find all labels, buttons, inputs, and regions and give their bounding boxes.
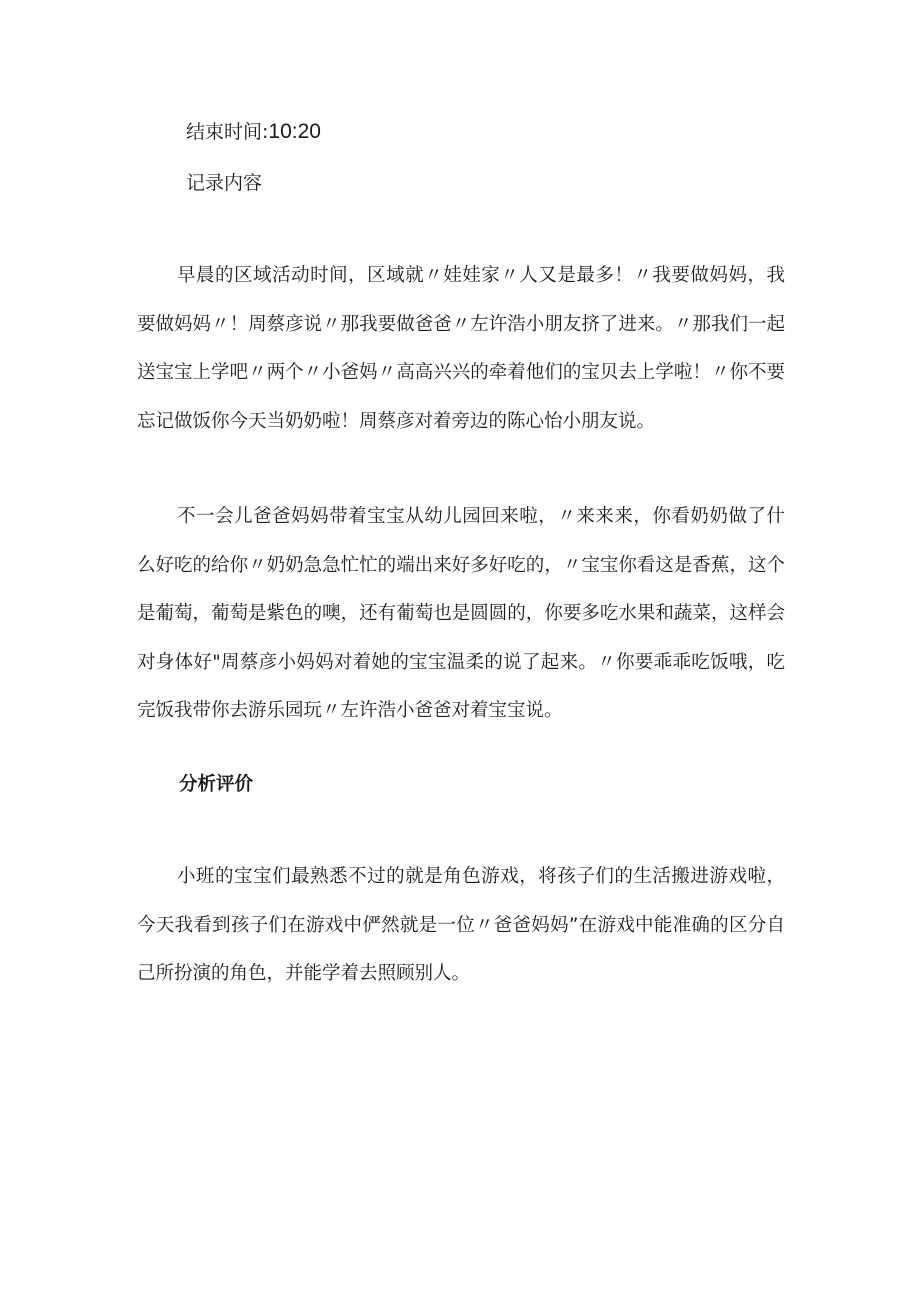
end-time-value: 10:20	[268, 120, 321, 143]
record-paragraph-1: 早晨的区域活动时间，区域就〃娃娃家〃人又是最多！〃我要做妈妈，我要做妈妈〃！周蔡彦说〃那我要做爸爸〃左许浩小朋友挤了进来。〃那我们一起送宝宝上学吧〃两个〃小爸妈〃高高兴兴的牵着他们的宝贝去上学啦！〃你不要忘记做饭你今天当奶奶啦！周蔡彦对着旁边的陈心怡小朋友说。	[137, 265, 785, 432]
record-paragraph-2: 不一会儿爸爸妈妈带着宝宝从幼儿园回来啦，〃来来来，你看奶奶做了什么好吃的给你〃奶奶急急忙忙的端出来好多好吃的，〃宝宝你看这是香蕉，这个是葡萄，葡萄是紫色的噢，还有葡萄也是圆圆的，你要多吃水果和蔬菜，这样会对身体好"周蔡彦小妈妈对着她的宝宝温柔的说了起来。〃你要乖乖吃饭哦，吃完饭我带你去游乐园玩〃左许浩小爸爸对着宝宝说。	[137, 506, 785, 721]
record-label: 记录内容	[186, 172, 263, 194]
analysis-paragraph: 小班的宝宝们最熟悉不过的就是角色游戏，将孩子们的生活搬进游戏啦，今天我看到孩子们在游戏中俨然就是一位〃爸爸妈妈”在游戏中能准确的区分自己所扮演的角色，并能学着去照顾别人。	[137, 866, 785, 984]
analysis-title: 分析评价	[179, 774, 254, 795]
end-time-line	[186, 120, 321, 144]
end-time-label: 结束时间:	[186, 121, 269, 143]
